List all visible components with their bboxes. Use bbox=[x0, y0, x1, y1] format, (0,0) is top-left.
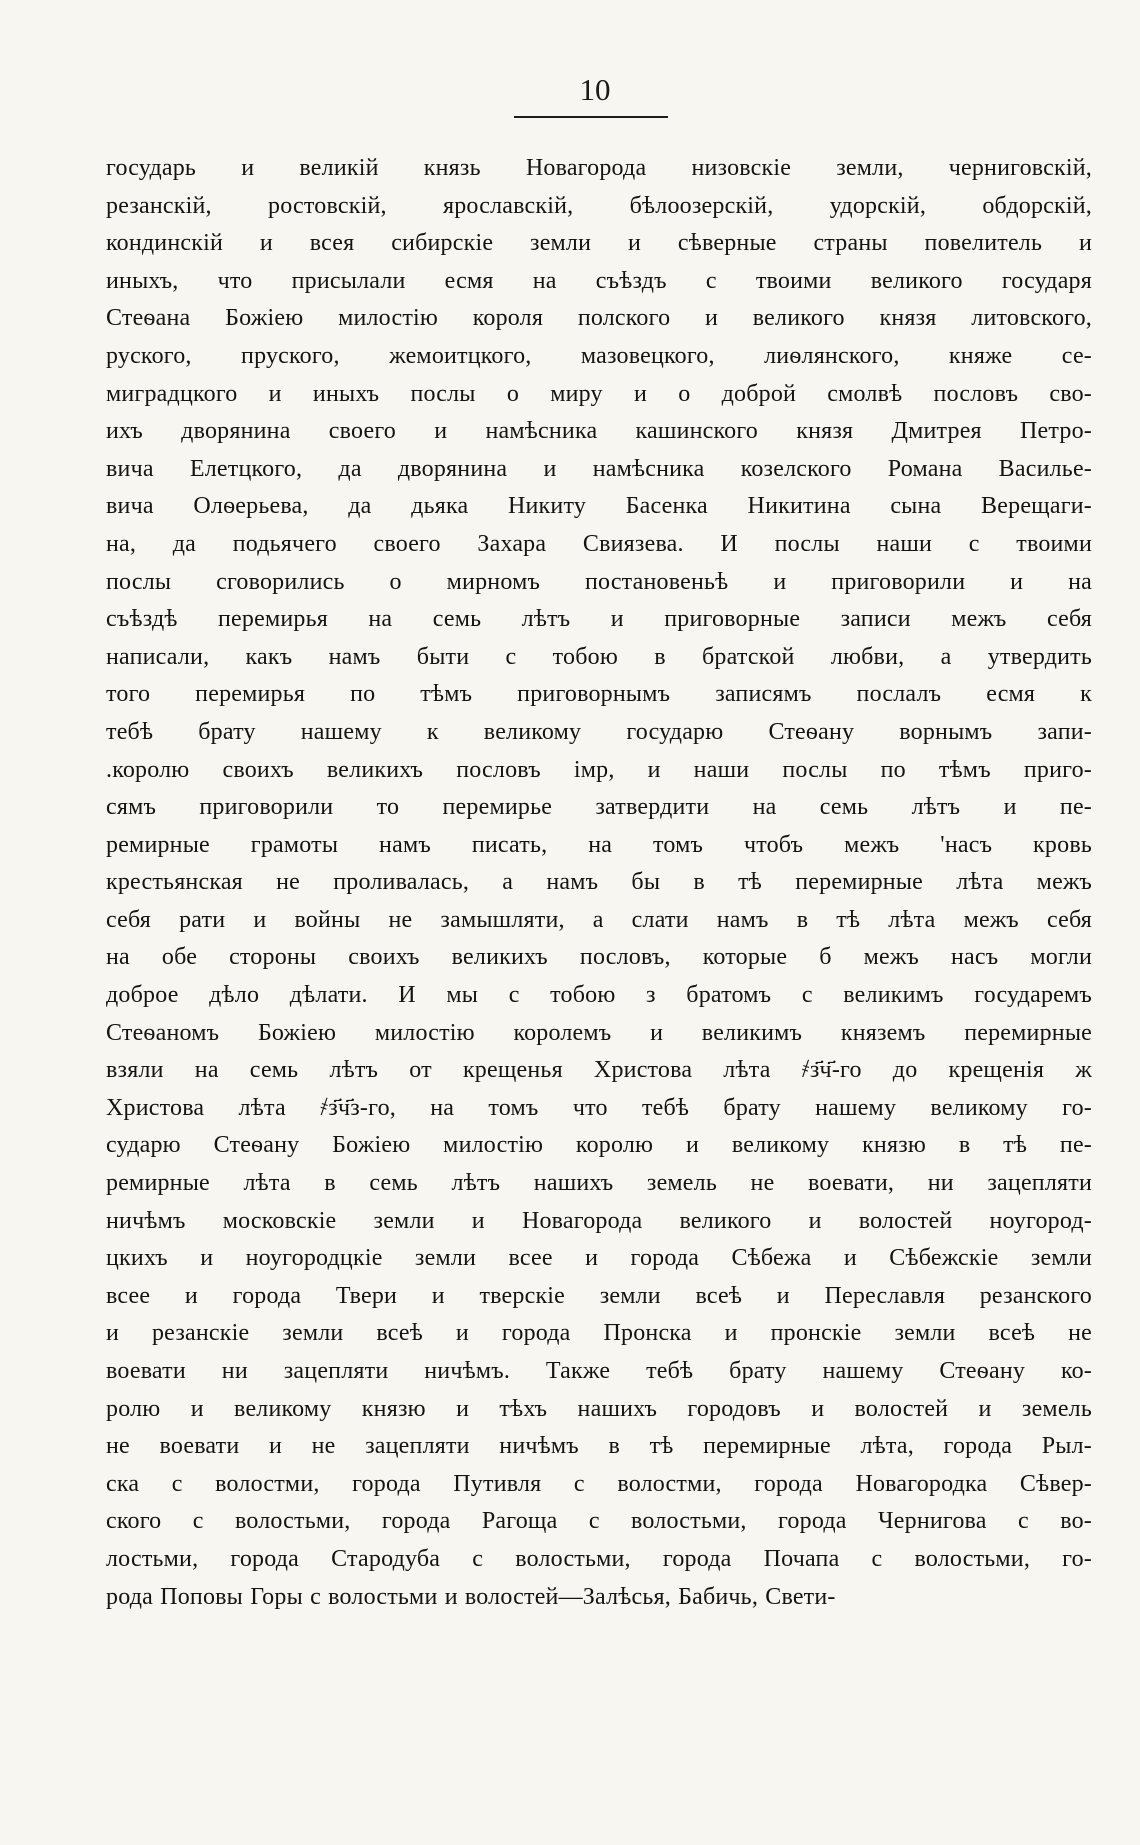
text-line-17: .королю своихъ великихъ пословъ імр, и наши послы по тѣмъ приго- bbox=[106, 756, 1092, 783]
text-line-22: на обе стороны своихъ великихъ пословъ, которые б межъ насъ могли bbox=[106, 944, 1092, 971]
text-line-4: иныхъ, что присылали есмя на съѣздъ с твоими великого государя bbox=[106, 267, 1092, 294]
text-line-39: рода Поповы Горы с волостьми и волостей—Залѣсья, Бабичь, Свети- bbox=[106, 1583, 836, 1610]
text-line-29: ничѣмъ московскіе земли и Новагорода великого и волостей ноугород- bbox=[106, 1207, 1092, 1234]
text-line-26: Христова лѣта ҂з҃ч҃з-го, на томъ что тебѣ брату нашему великому го- bbox=[106, 1094, 1092, 1121]
text-line-13: съѣздѣ перемирья на семь лѣтъ и приговорные записи межъ себя bbox=[106, 606, 1092, 633]
page-number: 10 bbox=[579, 72, 611, 107]
text-line-38: лостьми, города Стародуба с волостьми, города Почапа с волостьми, го- bbox=[106, 1545, 1092, 1572]
text-line-5: Стеѳана Божіею милостію короля полского и великого князя литовского, bbox=[106, 305, 1092, 332]
text-line-30: цкихъ и ноугородцкіе земли всее и города Сѣбежа и Сѣбежскіе земли bbox=[106, 1245, 1092, 1272]
text-line-34: ролю и великому князю и тѣхъ нашихъ городовъ и волостей и земель bbox=[106, 1395, 1092, 1422]
text-line-10: вича Олѳерьева, да дьяка Никиту Басенка Никитина сына Верещаги- bbox=[106, 493, 1092, 520]
text-line-32: и резанскіе земли всеѣ и города Пронска и пронскіе земли всеѣ не bbox=[106, 1320, 1092, 1347]
text-line-15: того перемирья по тѣмъ приговорнымъ записямъ послалъ есмя к bbox=[106, 681, 1092, 708]
text-line-18: сямъ приговорили то перемирье затвердити на семь лѣтъ и пе- bbox=[106, 794, 1092, 821]
text-line-11: на, да подьячего своего Захара Свиязева. И послы наши с твоими bbox=[106, 530, 1092, 557]
text-line-21: себя рати и войны не замышляти, а слати намъ в тѣ лѣта межъ себя bbox=[106, 906, 1092, 933]
text-line-19: ремирные грамоты намъ писать, на томъ чтобъ межъ 'насъ кровь bbox=[106, 831, 1092, 858]
text-line-35: не воевати и не зацепляти ничѣмъ в тѣ перемирные лѣта, города Рыл- bbox=[106, 1433, 1092, 1460]
text-line-20: крестьянская не проливалась, а намъ бы в тѣ перемирные лѣта межъ bbox=[106, 869, 1092, 896]
text-line-3: кондинскій и всея сибирскіе земли и сѣверные страны повелитель и bbox=[106, 230, 1092, 257]
text-line-24: Стеѳаномъ Божіею милостію королемъ и великимъ княземъ перемирные bbox=[106, 1019, 1092, 1046]
text-line-31: всее и города Твери и тверскіе земли всеѣ и Переславля резанского bbox=[106, 1282, 1092, 1309]
text-line-23: доброе дѣло дѣлати. И мы с тобою з братомъ с великимъ государемъ bbox=[106, 982, 1092, 1009]
text-line-1: государь и великій князь Новагорода низовскіе земли, черниговскій, bbox=[106, 155, 1092, 181]
text-line-8: ихъ дворянина своего и намѣсника кашинского князя Дмитрея Петро- bbox=[106, 418, 1092, 445]
text-line-27: сударю Стеѳану Божіею милостію королю и великому князю в тѣ пе- bbox=[106, 1132, 1092, 1159]
text-line-25: взяли на семь лѣтъ от крещенья Христова лѣта ҂з҃ч҃-го до крещенія ж bbox=[106, 1057, 1092, 1084]
text-line-14: написали, какъ намъ быти с тобою в братской любви, а утвердить bbox=[106, 643, 1092, 670]
text-line-36: ска с волостми, города Путивля с волостми, города Новагородка Сѣвер- bbox=[106, 1470, 1092, 1497]
text-line-33: воевати ни зацепляти ничѣмъ. Также тебѣ брату нашему Стеѳану ко- bbox=[106, 1358, 1092, 1384]
page-number-rule bbox=[514, 116, 668, 118]
text-line-28: ремирные лѣта в семь лѣтъ нашихъ земель не воевати, ни зацепляти bbox=[106, 1170, 1092, 1197]
text-line-2: резанскій, ростовскій, ярославскій, бѣлоозерскій, удорскій, обдорскій, bbox=[106, 192, 1092, 219]
text-line-7: миградцкого и иныхъ послы о миру и о доброй смолвѣ пословъ сво- bbox=[106, 380, 1092, 407]
text-line-6: руского, пруского, жемоитцкого, мазовецкого, лиѳлянского, княже се- bbox=[106, 342, 1092, 369]
body-text bbox=[106, 150, 1092, 1810]
text-line-12: послы сговорились о мирномъ постановеньѣ и приговорили и на bbox=[106, 568, 1092, 595]
text-line-9: вича Елетцкого, да дворянина и намѣсника козелского Романа Василье- bbox=[106, 455, 1092, 482]
text-line-37: ского с волостьми, города Рагоща с волостьми, города Чернигова с во- bbox=[106, 1508, 1092, 1535]
text-line-16: тебѣ брату нашему к великому государю Стеѳану ворнымъ запи- bbox=[106, 718, 1092, 745]
